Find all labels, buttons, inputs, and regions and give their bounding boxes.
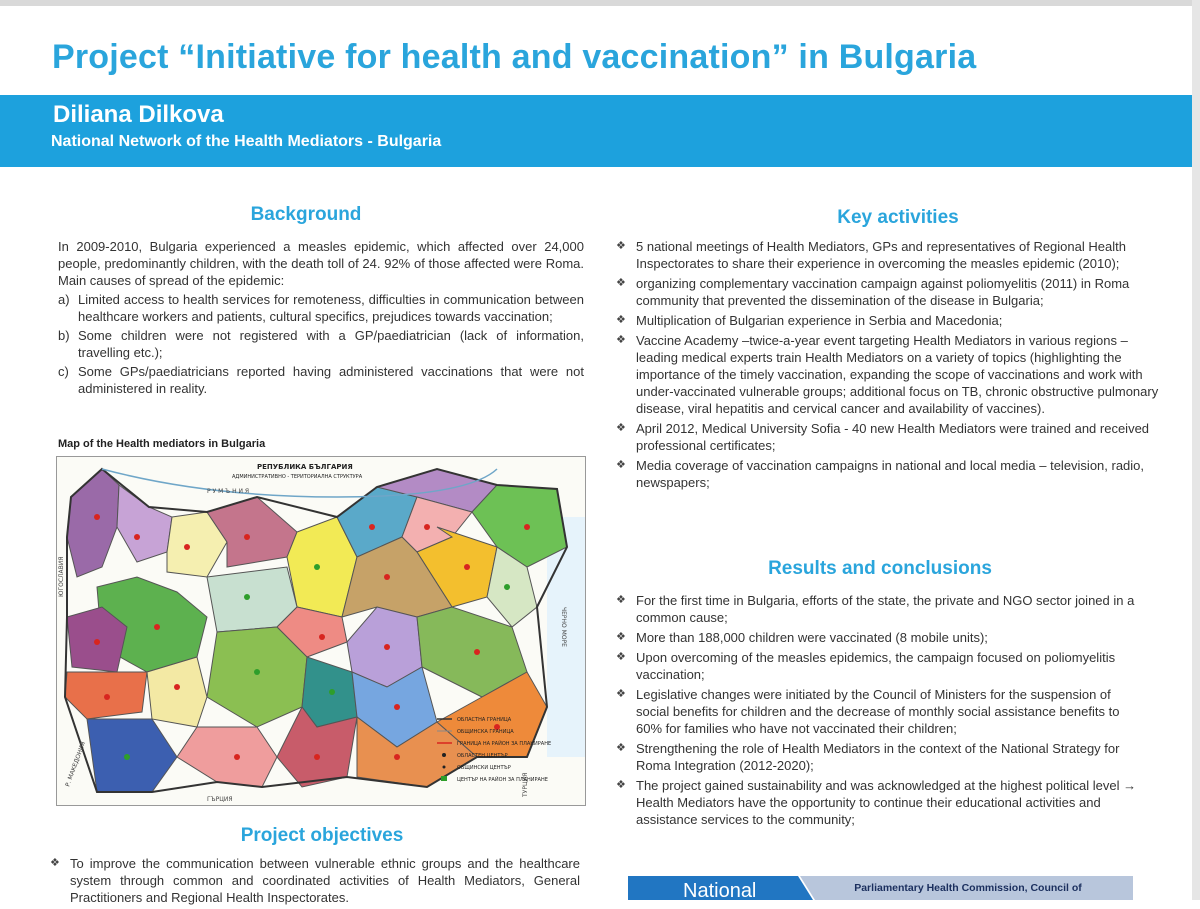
objectives-heading: Project objectives: [240, 825, 404, 846]
legend-item: ОБЩИНСКИ ЦЕНТЪР: [457, 765, 511, 771]
region: [207, 627, 307, 727]
region: [87, 719, 177, 792]
result-item: [616, 592, 1146, 626]
activity-item: [616, 312, 1162, 329]
results-heading: Results and conclusions: [768, 558, 992, 579]
label-southeast: ТУРЦИЯ: [522, 772, 529, 797]
mediator-dot: [174, 684, 180, 690]
mediator-dot: [314, 754, 320, 760]
cause-letter: a): [58, 292, 70, 307]
legend-item: ОБЩИНСКА ГРАНИЦА: [457, 729, 514, 735]
activity-text: Multiplication of Bulgarian experience in Serbia and Macedonia;: [636, 313, 1003, 328]
activity-item: [616, 420, 1162, 454]
top-border: [0, 0, 1200, 6]
legend-item: ОБЛАСТНА ГРАНИЦА: [457, 717, 512, 723]
bullet-icon: ❖: [616, 422, 626, 434]
result-text: Upon overcoming of the measles epidemics, the campaign focused on poliomyelitis vaccination;: [636, 650, 1116, 682]
objectives-section: [50, 855, 580, 909]
bullet-icon: ❖: [616, 631, 626, 643]
cause-letter: b): [58, 328, 70, 343]
region: [117, 485, 172, 562]
objective-text: To improve the communication between vulnerable ethnic groups and the healthcare system through common and coordinated activities of Health Mediators, General Practitioners and Regional Health Inspectorates.: [70, 856, 580, 905]
cause-text: Some children were not registered with a GP/paediatrician (lack of information, travelling etc.);: [78, 328, 584, 360]
region: [67, 469, 119, 577]
cause-item: [58, 327, 584, 361]
parliament-label: Parliamentary Health Commission, Council of: [854, 882, 1082, 894]
background-heading: Background: [250, 204, 362, 225]
legend-item: ОБЛАСТЕН ЦЕНТЪР: [457, 753, 508, 759]
result-text: For the first time in Bulgaria, efforts of the state, the private and NGO sector joined in a common cause;: [636, 593, 1135, 625]
poster-title: Project “Initiative for health and vaccination” in Bulgaria: [52, 38, 977, 76]
bullet-icon: ❖: [616, 334, 626, 346]
bullet-icon: ❖: [616, 651, 626, 663]
page-edge: [1192, 0, 1200, 900]
activity-item: [616, 457, 1162, 491]
results-section: [616, 592, 1146, 831]
mediator-dot: [104, 694, 110, 700]
activity-text: 5 national meetings of Health Mediators, GPs and representatives of Regional Health Inspectorates to share their experience in overcoming the measles epidemic (2010);: [636, 239, 1126, 271]
label-southwest: Р. МАКЕДОНИЯ: [64, 740, 88, 788]
map-title-line1: РЕПУБЛИКА БЪЛГАРИЯ: [257, 463, 353, 471]
bullet-icon: ❖: [616, 779, 626, 791]
mediator-dot: [474, 649, 480, 655]
background-section: [58, 238, 584, 397]
bullet-icon: ❖: [616, 594, 626, 606]
result-text: Legislative changes were initiated by the Council of Ministers for the suspension of social benefits for children and the decrease of monthly social assistance benefits to 60% for families who have not vaccinated their children;: [636, 687, 1120, 736]
map-caption: Map of the Health mediators in Bulgaria: [58, 438, 266, 450]
mediator-dot: [244, 594, 250, 600]
result-item: [616, 777, 1146, 828]
activity-text: organizing complementary vaccination campaign against poliomyelitis (2011) in Roma community that prevented the dissemination of the disease in Bulgaria;: [636, 276, 1130, 308]
result-text: Strengthening the role of Health Mediators in the context of the National Strategy for Roma Integration (2012-2020);: [636, 741, 1120, 773]
legend-item: ЦЕНТЪР НА РАЙОН ЗА ПЛАНИРАНЕ: [457, 777, 548, 783]
activities-section: [616, 238, 1162, 494]
activity-item: [616, 332, 1162, 417]
author-organization: National Network of the Health Mediators - Bulgaria: [51, 133, 442, 150]
result-item: [616, 686, 1146, 737]
mediator-dot: [464, 564, 470, 570]
cause-text: Limited access to health services for remoteness, difficulties in communication between healthcare workers and patients, cultural specifics, prejudices towards vaccination;: [78, 292, 584, 324]
bullet-icon: ❖: [616, 688, 626, 700]
result-item: [616, 649, 1146, 683]
mediator-dot: [94, 639, 100, 645]
mediator-dot: [184, 544, 190, 550]
bullet-icon: ❖: [50, 857, 60, 869]
cause-item: [58, 291, 584, 325]
mediator-dot: [394, 704, 400, 710]
legend-item: ГРАНИЦА НА РАЙОН ЗА ПЛАНИРАНЕ: [457, 741, 552, 747]
map-graphic: [57, 457, 585, 805]
national-label: National: [683, 880, 757, 902]
region: [177, 727, 277, 787]
activity-text: Vaccine Academy –twice-a-year event targeting Health Mediators in various regions – leading medical experts train Health Mediators on a variety of topics (highlighting the importance of the timely vaccination, expanding the scope of vaccinations and work with under-vaccinated vulnerable groups; additional focus on TB, chronic obstructive pulmonary disease, viral hepatitis and cervical cancer and availability of vaccines).: [636, 333, 1159, 416]
activities-heading: Key activities: [837, 207, 959, 228]
mediator-dot: [154, 624, 160, 630]
cause-item: [58, 363, 584, 397]
mediator-dot: [329, 689, 335, 695]
bullet-icon: ❖: [616, 240, 626, 252]
mediator-dot: [134, 534, 140, 540]
bullet-icon: ❖: [616, 459, 626, 471]
mediator-dot: [384, 644, 390, 650]
mediator-dot: [504, 584, 510, 590]
mediator-dot: [314, 564, 320, 570]
result-item: [616, 740, 1146, 774]
mediator-dot: [254, 669, 260, 675]
author-name: Diliana Dilkova: [53, 101, 224, 128]
legend-swatch: [441, 776, 447, 781]
mediator-dot: [244, 534, 250, 540]
label-east: ЧЕРНО МОРЕ: [560, 607, 567, 647]
mediator-dot: [124, 754, 130, 760]
label-south: ГЪРЦИЯ: [207, 796, 233, 803]
legend-swatch: [443, 766, 446, 769]
activity-item: [616, 238, 1162, 272]
mediator-dot: [384, 574, 390, 580]
label-west: ЮГОСЛАВИЯ: [58, 556, 65, 597]
bullet-icon: ❖: [616, 742, 626, 754]
bulgaria-map: [56, 456, 586, 806]
mediator-dot: [424, 524, 430, 530]
objective-item: [50, 855, 580, 906]
bullet-icon: ❖: [616, 277, 626, 289]
cause-text: Some GPs/paediatricians reported having administered vaccinations that were not administered in reality.: [78, 364, 584, 396]
cause-letter: c): [58, 364, 69, 379]
mediator-dot: [524, 524, 530, 530]
activity-text: April 2012, Medical University Sofia - 40 new Health Mediators were trained and received professional certificates;: [636, 421, 1150, 453]
activity-item: [616, 275, 1162, 309]
mediator-dot: [94, 514, 100, 520]
background-intro: In 2009-2010, Bulgaria experienced a measles epidemic, which affected over 24,000 people, predominantly children, with the death toll of 24. 92% of those affected were Roma. Main causes of spread of the epidemic:: [58, 239, 584, 288]
activity-text: Media coverage of vaccination campaigns in national and local media – television, radio, newspapers;: [636, 458, 1145, 490]
map-title-line2: АДМИНИСТРАТИВНО - ТЕРИТОРИАЛНА СТРУКТУРА: [232, 474, 363, 480]
mediator-dot: [319, 634, 325, 640]
mediator-dot: [394, 754, 400, 760]
result-text: The project gained sustainability and was acknowledged at the highest political level → Health Mediators have the opportunity to continue their educational activities and assistance services to the community;: [636, 778, 1137, 827]
bullet-icon: ❖: [616, 314, 626, 326]
legend-swatch: [442, 753, 446, 757]
mediator-dot: [369, 524, 375, 530]
label-north: Р У М Ъ Н И Я: [207, 488, 250, 495]
result-text: More than 188,000 children were vaccinated (8 mobile units);: [636, 630, 988, 645]
result-item: [616, 629, 1146, 646]
mediator-dot: [234, 754, 240, 760]
